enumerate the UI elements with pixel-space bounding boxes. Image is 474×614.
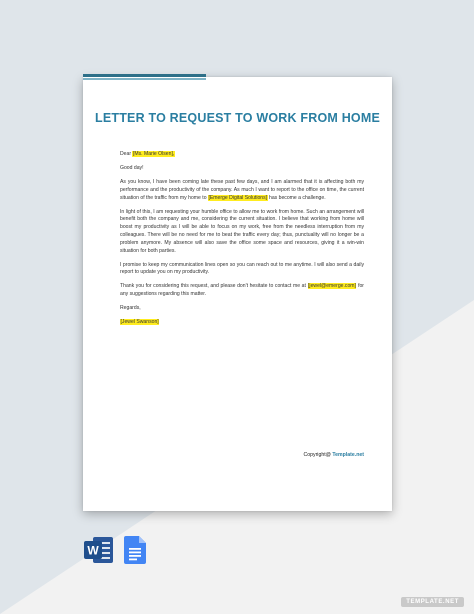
- top-accent-bar: [83, 74, 206, 80]
- signature-placeholder: [Jewel Swanson]: [120, 319, 159, 326]
- paragraph-4: Thank you for considering this request, and please don't hesitate to contact me at [jewel@emerge.com] for any suggestions regarding this matter.: [120, 283, 365, 298]
- company-placeholder: [Emerge Digital Solutions]: [208, 194, 268, 201]
- letter-page: [83, 77, 392, 511]
- watermark: TEMPLATE.NET: [401, 597, 464, 607]
- greeting: Good day!: [120, 164, 144, 171]
- signature-line: [120, 319, 364, 327]
- paragraph-3: I promise to keep my communication lines open so you can reach out to me anytime. I will also send a daily report to update you on my productivity.: [120, 261, 364, 276]
- paragraph-1: As you know, I have been coming late these past few days, and I am alarmed that it is affecting both my performance and the productivity of the company. As much I want to report to the office on time, the current situation of the traffic from my home to [Emerge Digital Solutions] has become a challenge.: [120, 178, 364, 201]
- microsoft-word-icon[interactable]: [84, 536, 114, 569]
- salutation: Dear: [120, 151, 132, 157]
- letter-title: LETTER TO REQUEST TO WORK FROM HOME: [94, 111, 380, 125]
- closing: Regards,: [120, 305, 141, 312]
- letter-body: [120, 151, 364, 333]
- copyright: Copyright@ Template.net: [303, 452, 364, 458]
- google-docs-icon[interactable]: [124, 536, 146, 569]
- salutation-line: [120, 151, 364, 159]
- copyright-site: Template.net: [332, 452, 364, 458]
- svg-text:W: W: [87, 543, 99, 558]
- recipient-placeholder: [Ms. Marie Olsen],: [132, 151, 175, 157]
- paragraph-2: In light of this, I am requesting your humble office to allow me to work from home. Such an arrangement will benefit both the company and me, considering the current situation. I believe that working from home will boost my productivity as I will be able to focus on my work, free from the needless interruption from my colleagues. There will be no need for me to beat the traffic every day; thus, punctuality will no longer be a problem anymore. My absence will also save the office some space and resources, giving it a win-win situation for both parties.: [120, 208, 364, 254]
- email-placeholder: [jewel@emerge.com]: [308, 283, 356, 290]
